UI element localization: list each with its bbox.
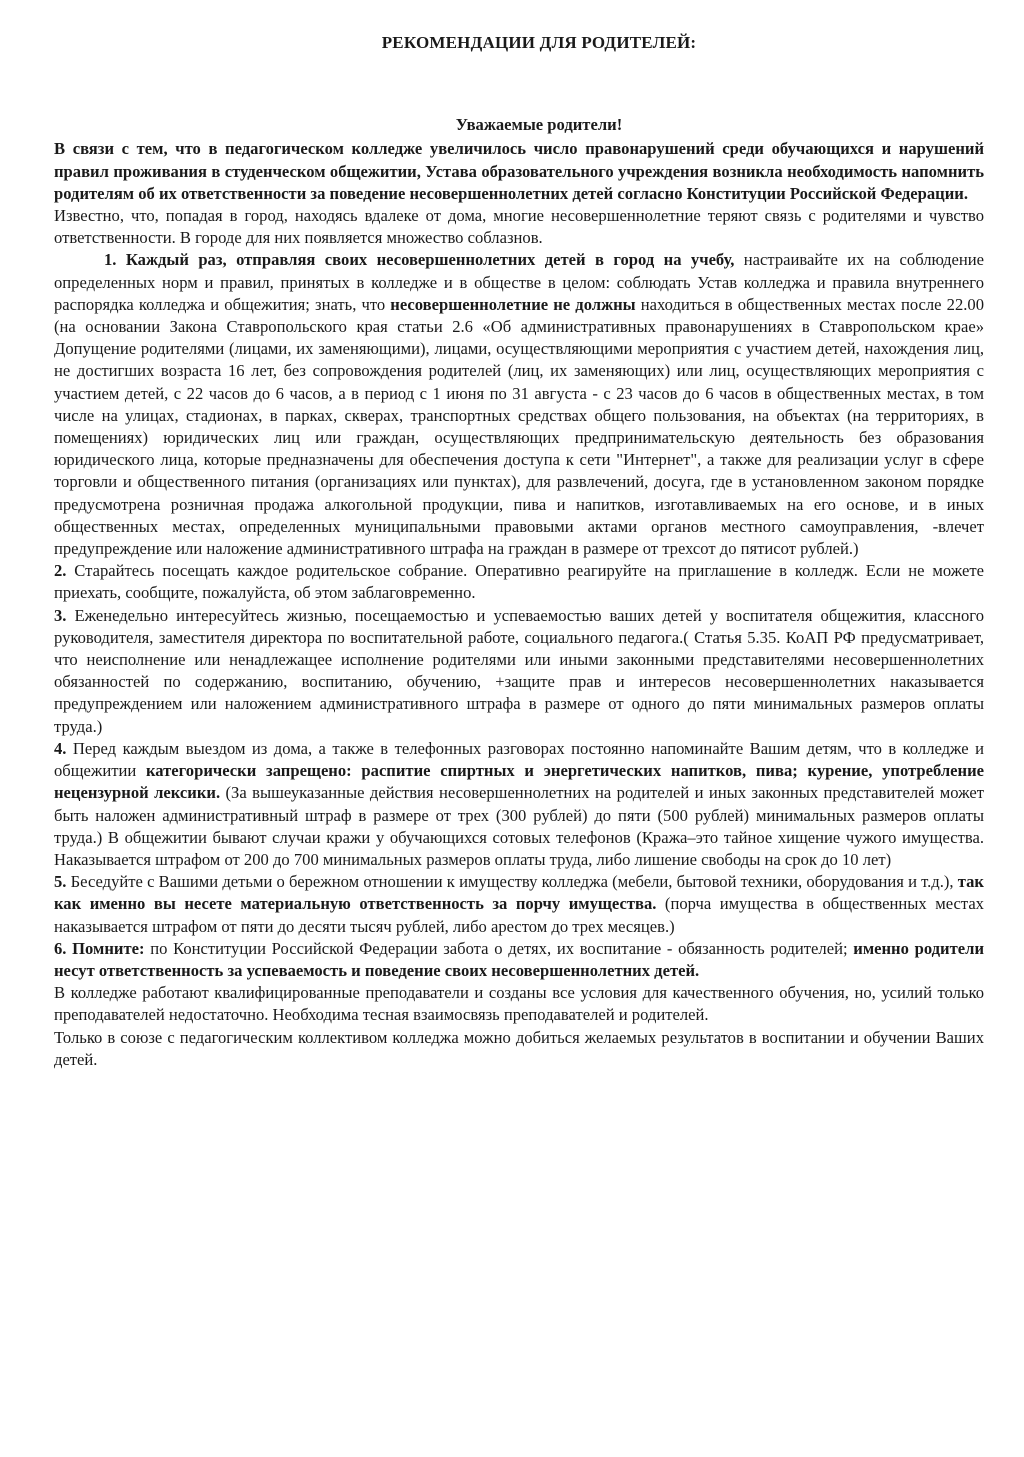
recommendation-item-3 <box>54 605 984 738</box>
closing-paragraph-1: В колледже работают квалифицированные преподаватели и созданы все условия для качественного обучения, но, усилий только преподавателей недостаточно. Необходима тесная взаимосвязь преподавателей и родителей. <box>54 983 984 1025</box>
item-5-lead: 5. <box>54 872 67 892</box>
recommendation-item-5 <box>54 871 984 938</box>
item-4-text-b: (За вышеуказанные действия несовершеннолетних на родителей и иных законных представителей может быть наложен административный штраф в размере от трех (300 рублей) до пяти (500 рублей) минимальных размеров оплаты труда.) В общежитии бывают случаи кражи у обучающихся сотовых телефонов (Кража–это тайное хищение чужого имущества. Наказывается штрафом от 200 до 700 минимальных размеров оплаты труда, либо лишение свободы на срок до 10 лет) <box>54 783 985 869</box>
item-3-lead: 3. <box>54 605 67 625</box>
item-2-text-a: Старайтесь посещать каждое родительское собрание. Оперативно реагируйте на приглашение в колледж. Если не можете приехать, сообщите, пожалуйста, об этом заблаговременно. <box>54 561 984 603</box>
item-3-text-a: Еженедельно интересуйтесь жизнью, посещаемостью и успеваемостью ваших детей у воспитателя общежития, классного руководителя, заместителя директора по воспитательной работе, социального педагога.( Статья 5.35. КоАП РФ предусматривает, что неисполнение или ненадлежащее исполнение родителями или иными законными представителями несовершеннолетних обязанностей по содержанию, воспитанию, обучению, +защите прав и интересов несовершеннолетних наказывается предупреждением или наложением административного штрафа в размере от одного до пяти минимальных размеров оплаты труда.) <box>54 605 984 736</box>
item-5-bold: так как именно вы несете материальную ответственность за порчу имущества. <box>54 872 984 914</box>
item-5-text-a: Беседуйте с Вашими детьми о бережном отношении к имуществу колледжа (мебели, бытовой техники, оборудования и т.д.), <box>66 872 958 892</box>
document-title: РЕКОМЕНДАЦИИ ДЛЯ РОДИТЕЛЕЙ: <box>381 33 697 52</box>
recommendation-item-1 <box>54 249 984 560</box>
item-4-bold: категорически запрещено: распитие спиртных и энергетических напитков, пива; курение, употребление нецензурной лексики. <box>54 761 985 803</box>
item-4-text-a: Перед каждым выездом из дома, а также в телефонных разговорах постоянно напоминайте Вашим детям, что в колледже и общежитии <box>54 738 984 781</box>
recommendation-item-4 <box>54 738 984 871</box>
item-1-bold: несовершеннолетние не должны <box>390 294 636 314</box>
item-2-lead: 2. <box>54 561 67 581</box>
item-4-lead: 4. <box>54 738 67 758</box>
item-1-lead: 1. Каждый раз, отправляя своих несовершеннолетних детей в город на учебу, <box>104 250 735 270</box>
document-page <box>54 32 984 1071</box>
item-6-bold: именно родители несут ответственность за успеваемость и поведение своих несовершеннолетних детей. <box>54 938 985 980</box>
recommendation-item-6 <box>54 938 984 982</box>
salutation: Уважаемые родители! <box>455 115 623 135</box>
item-6-text-a: по Конституции Российской Федерации забота о детях, их воспитание - обязанность родителей; <box>144 938 854 958</box>
closing-paragraph-2: Только в союзе с педагогическим коллективом колледжа можно добиться желаемых результатов в воспитании и обучении Ваших детей. <box>54 1027 984 1069</box>
item-1-text-a: настраивайте их на соблюдение определенных норм и правил, принятых в колледже и в обществе в целом: соблюдать Устав колледжа и правила внутреннего распорядка колледжа и общежития; знать, что <box>54 250 985 314</box>
item-1-text-b: находиться в общественных местах после 22.00 (на основании Закона Ставропольского края статьи 2.6 «Об административных правонарушениях в Ставропольском крае» Допущение родителями (лицами, их заменяющими), лицами, осуществляющими мероприятия с участием детей, нахождения лиц, не достигших возраста 16 лет, без сопровождения родителей (лиц, их заменяющих) или лиц, осуществляющих мероприятия с участием детей, с 22 часов до 6 часов, а в период с 1 июня по 31 августа - с 23 часов до 6 часов в общественных местах, в том числе на улицах, стадионах, в парках, скверах, транспортных средствах общего пользования, на объектах (на территориях, в помещениях) юридических лиц или граждан, осуществляющих предпринимательскую деятельность без образования юридического лица, которые предназначены для обеспечения доступа к сети "Интернет", а также для реализации услуг в сфере торговли и общественного питания (организациях или пунктах), для развлечений, досуга, где в установленном законом порядке предусмотрена розничная продажа алкогольной продукции, пива и напитков, изготавливаемых на его основе, и в иных общественных местах, определенных муниципальными правовыми актами органов местного самоуправления, -влечет предупреждение или наложение административного штрафа на граждан в размере от трехсот до пятисот рублей.) <box>54 294 985 559</box>
item-6-lead: 6. Помните: <box>54 938 145 958</box>
intro-paragraph: Известно, что, попадая в город, находясь вдалеке от дома, многие несовершеннолетние теряют связь с родителями и чувство ответственности. В городе для них появляется множество соблазнов. <box>54 206 984 248</box>
item-5-text-b: (порча имущества в общественных местах наказывается штрафом от пяти до десяти тысяч рублей, либо арестом до трех месяцев.) <box>54 894 984 936</box>
recommendation-item-2 <box>54 560 984 604</box>
intro-bold-paragraph: В связи с тем, что в педагогическом колледже увеличилось число правонарушений среди обучающихся и нарушений правил проживания в студенческом общежитии, Устава образовательного учреждения возникла необходимость напомнить родителям об их ответственности за поведение несовершеннолетних детей согласно Конституции Российской Федерации. <box>54 139 984 203</box>
